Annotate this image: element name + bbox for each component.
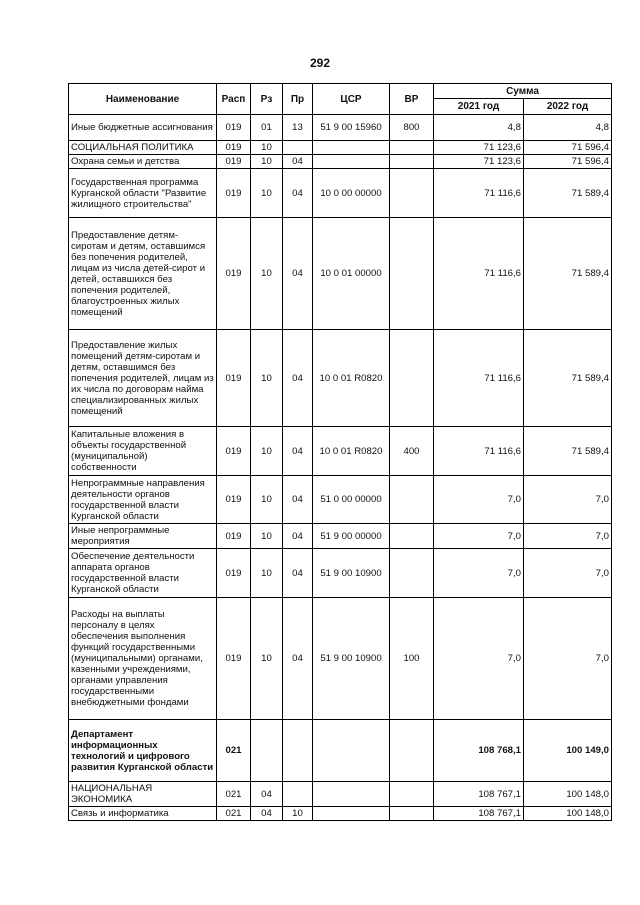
cell-vr: 800 [390, 115, 434, 141]
cell-2021: 4,8 [434, 115, 524, 141]
cell-csr: 10 0 01 00000 [313, 218, 390, 330]
cell-rasp: 021 [217, 782, 251, 807]
cell-name: Иные непрограммные мероприятия [69, 524, 217, 549]
cell-rz: 10 [251, 330, 283, 427]
cell-pr [283, 141, 313, 155]
cell-rasp: 019 [217, 476, 251, 524]
cell-rz: 10 [251, 141, 283, 155]
cell-csr [313, 807, 390, 821]
cell-2021: 108 768,1 [434, 720, 524, 782]
cell-vr [390, 524, 434, 549]
cell-csr [313, 720, 390, 782]
cell-pr: 04 [283, 330, 313, 427]
cell-2021: 7,0 [434, 549, 524, 598]
cell-2022: 71 596,4 [524, 155, 612, 169]
header-pr: Пр [283, 84, 313, 115]
cell-name: Обеспечение деятельности аппарата органов государственной власти Курганской области [69, 549, 217, 598]
table-row [69, 720, 612, 782]
budget-table [68, 83, 612, 821]
header-csr: ЦСР [313, 84, 390, 115]
cell-pr: 04 [283, 155, 313, 169]
cell-rasp: 019 [217, 169, 251, 218]
cell-2022: 7,0 [524, 549, 612, 598]
cell-vr [390, 807, 434, 821]
cell-2021: 71 116,6 [434, 218, 524, 330]
cell-2022: 4,8 [524, 115, 612, 141]
cell-pr [283, 782, 313, 807]
cell-name: Связь и информатика [69, 807, 217, 821]
table-row [69, 524, 612, 549]
cell-pr: 04 [283, 218, 313, 330]
page-number: 292 [309, 56, 331, 70]
cell-vr: 400 [390, 427, 434, 476]
header-name: Наименование [69, 84, 217, 115]
cell-2022: 7,0 [524, 524, 612, 549]
cell-vr [390, 549, 434, 598]
cell-vr [390, 782, 434, 807]
cell-name: Государственная программа Курганской области "Развитие жилищного строительства" [69, 169, 217, 218]
cell-csr: 51 9 00 10900 [313, 598, 390, 720]
cell-name: Иные бюджетные ассигнования [69, 115, 217, 141]
cell-pr: 13 [283, 115, 313, 141]
cell-rz: 10 [251, 169, 283, 218]
table-row [69, 782, 612, 807]
cell-csr: 51 0 00 00000 [313, 476, 390, 524]
cell-rz: 04 [251, 807, 283, 821]
cell-rz: 10 [251, 598, 283, 720]
cell-rasp: 019 [217, 155, 251, 169]
cell-rz: 01 [251, 115, 283, 141]
table-row [69, 218, 612, 330]
cell-csr: 10 0 00 00000 [313, 169, 390, 218]
cell-vr [390, 330, 434, 427]
cell-csr: 51 9 00 00000 [313, 524, 390, 549]
cell-rz: 04 [251, 782, 283, 807]
cell-2022: 71 589,4 [524, 427, 612, 476]
cell-vr [390, 218, 434, 330]
cell-2021: 71 116,6 [434, 330, 524, 427]
cell-2021: 7,0 [434, 476, 524, 524]
cell-2021: 7,0 [434, 524, 524, 549]
cell-pr: 04 [283, 524, 313, 549]
cell-name: Предоставление детям-сиротам и детям, оставшимся без попечения родителей, лицам из числа детей-сирот и детей, оставшихся без попечения родителей, благоустроенных жилых помещений [69, 218, 217, 330]
table-row [69, 476, 612, 524]
cell-2021: 7,0 [434, 598, 524, 720]
table-row [69, 141, 612, 155]
cell-csr: 51 9 00 10900 [313, 549, 390, 598]
cell-pr: 04 [283, 549, 313, 598]
cell-rz: 10 [251, 155, 283, 169]
cell-csr [313, 141, 390, 155]
header-vr: ВР [390, 84, 434, 115]
cell-pr: 04 [283, 169, 313, 218]
table-row [69, 155, 612, 169]
cell-csr: 10 0 01 R0820 [313, 330, 390, 427]
cell-2022: 71 589,4 [524, 218, 612, 330]
table-row [69, 549, 612, 598]
cell-rasp: 021 [217, 720, 251, 782]
cell-vr [390, 169, 434, 218]
cell-rasp: 019 [217, 427, 251, 476]
cell-name: Расходы на выплаты персоналу в целях обеспечения выполнения функций государственными (муниципальными) органами, казенными учреждениями, органами управления государственными внебюджетными фондами [69, 598, 217, 720]
header-2021: 2021 год [434, 99, 524, 115]
cell-2022: 7,0 [524, 598, 612, 720]
cell-name: СОЦИАЛЬНАЯ ПОЛИТИКА [69, 141, 217, 155]
cell-2021: 71 123,6 [434, 155, 524, 169]
cell-rasp: 019 [217, 141, 251, 155]
cell-2022: 71 589,4 [524, 169, 612, 218]
cell-2022: 100 148,0 [524, 807, 612, 821]
cell-name: Охрана семьи и детства [69, 155, 217, 169]
cell-pr: 04 [283, 598, 313, 720]
cell-csr: 10 0 01 R0820 [313, 427, 390, 476]
table-row [69, 427, 612, 476]
cell-name: НАЦИОНАЛЬНАЯ ЭКОНОМИКА [69, 782, 217, 807]
header-sum: Сумма [434, 84, 612, 99]
cell-vr [390, 720, 434, 782]
cell-vr: 100 [390, 598, 434, 720]
cell-csr [313, 155, 390, 169]
cell-rz: 10 [251, 218, 283, 330]
cell-pr: 04 [283, 476, 313, 524]
cell-rz [251, 720, 283, 782]
cell-name: Департамент информационных технологий и цифрового развития Курганской области [69, 720, 217, 782]
cell-2022: 100 149,0 [524, 720, 612, 782]
cell-2022: 100 148,0 [524, 782, 612, 807]
cell-2022: 71 589,4 [524, 330, 612, 427]
cell-rz: 10 [251, 549, 283, 598]
header-rasp: Расп [217, 84, 251, 115]
cell-2021: 108 767,1 [434, 807, 524, 821]
table-row [69, 807, 612, 821]
cell-vr [390, 155, 434, 169]
cell-pr [283, 720, 313, 782]
cell-rasp: 021 [217, 807, 251, 821]
header-2022: 2022 год [524, 99, 612, 115]
table-row [69, 330, 612, 427]
cell-2022: 7,0 [524, 476, 612, 524]
cell-rz: 10 [251, 524, 283, 549]
cell-2021: 71 116,6 [434, 427, 524, 476]
cell-rasp: 019 [217, 218, 251, 330]
cell-name: Непрограммные направления деятельности органов государственной власти Курганской области [69, 476, 217, 524]
cell-2021: 71 116,6 [434, 169, 524, 218]
cell-rz: 10 [251, 427, 283, 476]
header-rz: Рз [251, 84, 283, 115]
table-row [69, 169, 612, 218]
table-body [69, 115, 612, 821]
cell-pr: 10 [283, 807, 313, 821]
cell-pr: 04 [283, 427, 313, 476]
cell-2021: 108 767,1 [434, 782, 524, 807]
cell-rasp: 019 [217, 598, 251, 720]
table-row [69, 115, 612, 141]
cell-vr [390, 141, 434, 155]
cell-rz: 10 [251, 476, 283, 524]
cell-name: Капитальные вложения в объекты государственной (муниципальной) собственности [69, 427, 217, 476]
cell-csr: 51 9 00 15960 [313, 115, 390, 141]
cell-vr [390, 476, 434, 524]
cell-rasp: 019 [217, 549, 251, 598]
table-row [69, 598, 612, 720]
cell-csr [313, 782, 390, 807]
cell-2022: 71 596,4 [524, 141, 612, 155]
cell-name: Предоставление жилых помещений детям-сиротам и детям, оставшимся без попечения родителей, лицам из их числа по договорам найма специализированных жилых помещений [69, 330, 217, 427]
cell-2021: 71 123,6 [434, 141, 524, 155]
cell-rasp: 019 [217, 115, 251, 141]
cell-rasp: 019 [217, 524, 251, 549]
cell-rasp: 019 [217, 330, 251, 427]
